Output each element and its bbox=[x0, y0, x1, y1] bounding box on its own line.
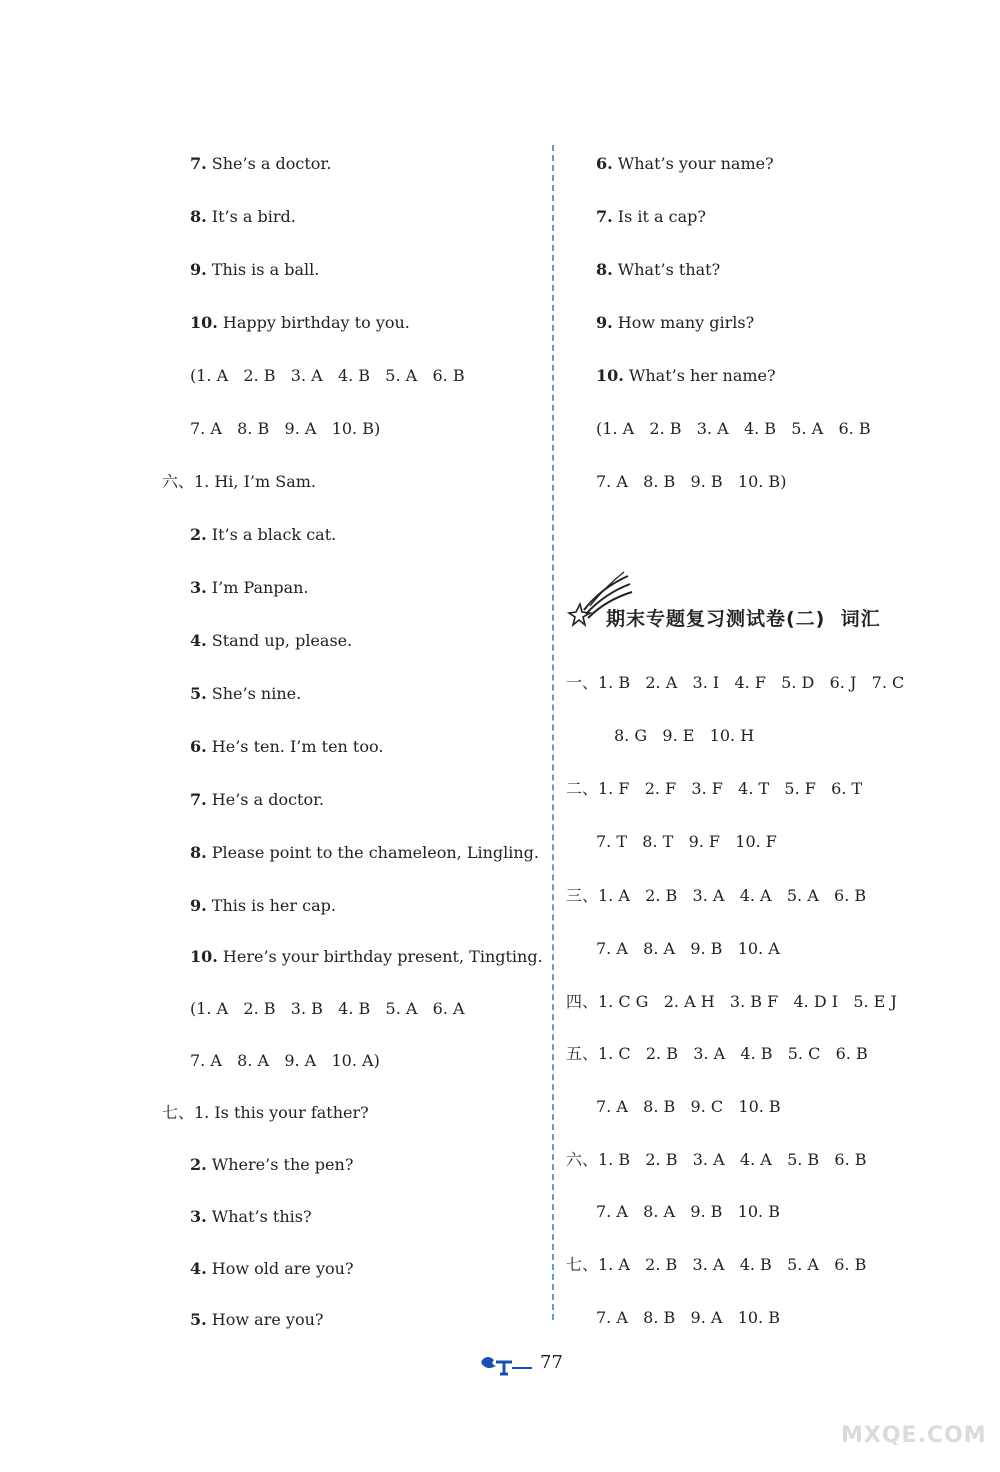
answer-text: Is it a cap? bbox=[612, 207, 706, 226]
answer-line bbox=[596, 312, 754, 334]
answer-text: 7. A 8. A 9. B 10. B bbox=[596, 1202, 780, 1221]
answer-line bbox=[614, 725, 754, 747]
answer-line bbox=[190, 1206, 312, 1228]
answer-line bbox=[566, 1254, 866, 1276]
answer-text: What’s this? bbox=[206, 1207, 312, 1226]
answer-line bbox=[596, 206, 706, 228]
answer-text: 七、1. A 2. B 3. A 4. B 5. A 6. B bbox=[566, 1255, 867, 1274]
item-number: 8. bbox=[596, 260, 613, 279]
answer-text: (1. A 2. B 3. A 4. B 5. A 6. B bbox=[190, 366, 465, 385]
item-number: 4. bbox=[190, 1259, 207, 1278]
answer-text: 7. A 8. A 9. B 10. A bbox=[596, 939, 780, 958]
column-divider bbox=[552, 145, 554, 1320]
answer-text: What’s that? bbox=[612, 260, 721, 279]
item-number: 4. bbox=[190, 631, 207, 650]
item-number: 8. bbox=[190, 843, 207, 862]
answer-line bbox=[190, 789, 324, 811]
answer-line bbox=[566, 1043, 868, 1065]
answer-line bbox=[566, 885, 866, 907]
answer-line bbox=[190, 524, 336, 546]
answer-line bbox=[190, 259, 319, 281]
answer-text: He’s ten. I’m ten too. bbox=[206, 737, 384, 756]
answer-text: 二、1. F 2. F 3. F 4. T 5. F 6. T bbox=[566, 779, 863, 798]
answer-text: This is her cap. bbox=[206, 896, 336, 915]
answer-line bbox=[190, 312, 410, 334]
answer-text: How old are you? bbox=[206, 1259, 354, 1278]
item-number: 9. bbox=[190, 896, 207, 915]
answer-text: (1. A 2. B 3. B 4. B 5. A 6. A bbox=[190, 999, 465, 1018]
page-number: 77 bbox=[540, 1352, 563, 1373]
answer-line bbox=[190, 365, 465, 387]
item-number: 10. bbox=[190, 313, 218, 332]
section-heading bbox=[566, 570, 946, 640]
answer-line bbox=[162, 1102, 369, 1124]
answer-line bbox=[596, 418, 871, 440]
item-number: 7. bbox=[596, 207, 613, 226]
answer-line bbox=[190, 895, 336, 917]
item-number: 6. bbox=[190, 737, 207, 756]
answer-line bbox=[596, 259, 720, 281]
answer-text: Stand up, please. bbox=[206, 631, 353, 650]
item-number: 9. bbox=[596, 313, 613, 332]
item-number: 5. bbox=[190, 1310, 207, 1329]
answer-text: (1. A 2. B 3. A 4. B 5. A 6. B bbox=[596, 419, 871, 438]
answer-text: 五、1. C 2. B 3. A 4. B 5. C 6. B bbox=[566, 1044, 868, 1063]
answer-text: 7. T 8. T 9. F 10. F bbox=[596, 832, 777, 851]
answer-text: Where’s the pen? bbox=[206, 1155, 354, 1174]
answer-text: 7. A 8. A 9. A 10. A) bbox=[190, 1051, 380, 1070]
answer-text: What’s your name? bbox=[612, 154, 774, 173]
answer-line bbox=[596, 365, 776, 387]
answer-text: 三、1. A 2. B 3. A 4. A 5. A 6. B bbox=[566, 886, 867, 905]
answer-line bbox=[190, 1309, 323, 1331]
answer-line bbox=[566, 1149, 867, 1171]
answer-text: 7. A 8. B 9. B 10. B) bbox=[596, 472, 787, 491]
answer-text: 7. A 8. B 9. A 10. B) bbox=[190, 419, 381, 438]
answer-text: She’s a doctor. bbox=[206, 154, 332, 173]
answer-text: 一、1. B 2. A 3. I 4. F 5. D 6. J 7. C bbox=[566, 673, 905, 692]
answer-line bbox=[190, 998, 465, 1020]
answer-line bbox=[596, 1201, 780, 1223]
answer-line bbox=[596, 471, 786, 493]
answer-text: How many girls? bbox=[612, 313, 755, 332]
item-number: 3. bbox=[190, 1207, 207, 1226]
answer-text: 七、1. Is this your father? bbox=[162, 1103, 369, 1122]
answer-line bbox=[190, 577, 309, 599]
answer-text: 7. A 8. B 9. A 10. B bbox=[596, 1308, 780, 1327]
item-number: 3. bbox=[190, 578, 207, 597]
item-number: 10. bbox=[596, 366, 624, 385]
item-number: 2. bbox=[190, 1155, 207, 1174]
answer-line bbox=[190, 1154, 353, 1176]
answer-line bbox=[596, 831, 777, 853]
answer-line bbox=[190, 1050, 380, 1072]
answer-line bbox=[190, 418, 380, 440]
answer-text: It’s a bird. bbox=[206, 207, 296, 226]
item-number: 7. bbox=[190, 154, 207, 173]
answer-line bbox=[190, 683, 301, 705]
answer-line bbox=[190, 946, 543, 968]
answer-line bbox=[566, 778, 862, 800]
item-number: 2. bbox=[190, 525, 207, 544]
item-number: 9. bbox=[190, 260, 207, 279]
answer-line bbox=[566, 672, 904, 694]
answer-text: What’s her name? bbox=[623, 366, 776, 385]
answer-line bbox=[190, 206, 296, 228]
item-number: 8. bbox=[190, 207, 207, 226]
answer-text: 四、1. C G 2. A H 3. B F 4. D I 5. E J bbox=[566, 992, 897, 1011]
answer-line bbox=[596, 1307, 780, 1329]
answer-text: Happy birthday to you. bbox=[217, 313, 410, 332]
answer-text: 六、1. Hi, I’m Sam. bbox=[162, 472, 317, 491]
decorative-logo-icon bbox=[478, 1352, 534, 1378]
answer-text: Please point to the chameleon, Lingling. bbox=[206, 843, 539, 862]
answer-text: 8. G 9. E 10. H bbox=[614, 726, 755, 745]
answer-text: 7. A 8. B 9. C 10. B bbox=[596, 1097, 781, 1116]
item-number: 5. bbox=[190, 684, 207, 703]
item-number: 6. bbox=[596, 154, 613, 173]
answer-text: Here’s your birthday present, Tingting. bbox=[217, 947, 543, 966]
answer-line bbox=[190, 842, 539, 864]
answer-line bbox=[162, 471, 316, 493]
answer-line bbox=[190, 1258, 354, 1280]
answer-line bbox=[596, 1096, 781, 1118]
answer-text: I’m Panpan. bbox=[206, 578, 309, 597]
answer-text: He’s a doctor. bbox=[206, 790, 325, 809]
answer-text: It’s a black cat. bbox=[206, 525, 337, 544]
answer-text: She’s nine. bbox=[206, 684, 302, 703]
answer-line bbox=[190, 153, 331, 175]
answer-line bbox=[190, 630, 352, 652]
item-number: 7. bbox=[190, 790, 207, 809]
item-number: 10. bbox=[190, 947, 218, 966]
answer-line bbox=[596, 153, 774, 175]
answer-text: 六、1. B 2. B 3. A 4. A 5. B 6. B bbox=[566, 1150, 867, 1169]
section-title: 期末专题复习测试卷(二) 词汇 bbox=[606, 608, 881, 630]
answer-text: This is a ball. bbox=[206, 260, 320, 279]
watermark bbox=[821, 1380, 986, 1452]
answer-line bbox=[596, 938, 780, 960]
answer-text: How are you? bbox=[206, 1310, 324, 1329]
answer-line bbox=[566, 991, 897, 1013]
answer-line bbox=[190, 736, 383, 758]
watermark-text: MXQE.COM bbox=[841, 1423, 987, 1448]
